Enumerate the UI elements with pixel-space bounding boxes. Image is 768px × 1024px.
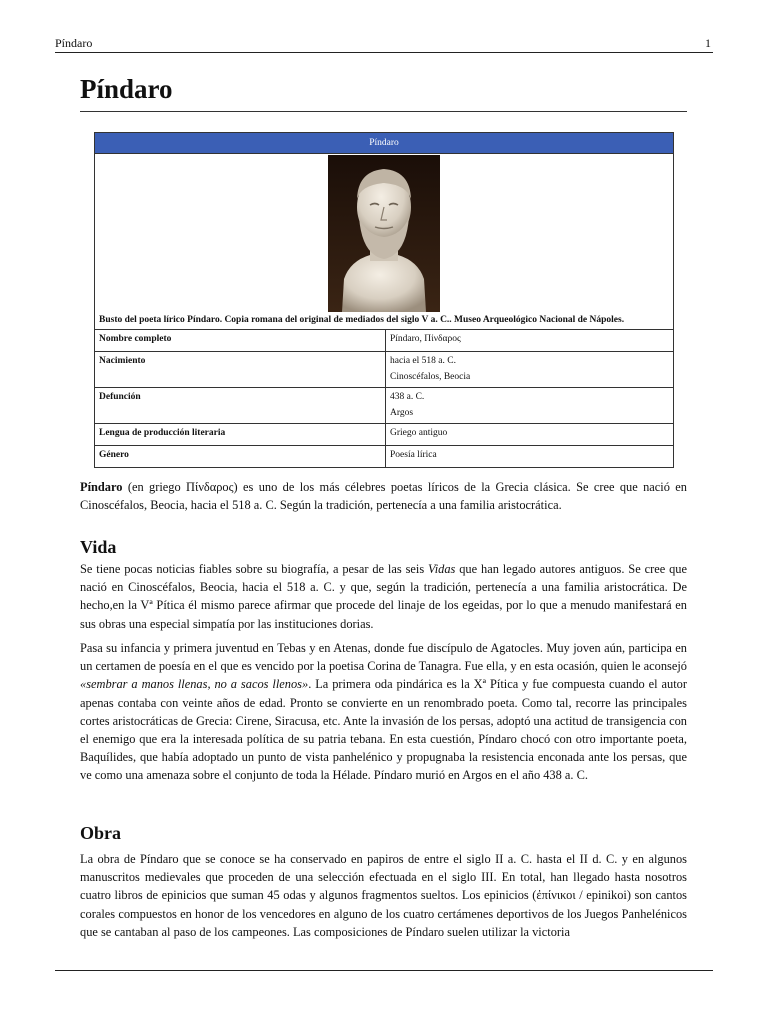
infobox-label: Nombre completo <box>95 330 386 352</box>
footer-rule <box>55 970 713 971</box>
infobox-label: Lengua de producción literaria <box>95 424 386 446</box>
marble-bust-portrait <box>328 155 440 312</box>
vida-p1-italic: Vidas <box>428 562 456 576</box>
infobox-value: Poesía lírica <box>386 446 674 468</box>
infobox-row <box>95 446 674 468</box>
infobox <box>94 132 674 468</box>
vida-p1-text-cont: que han legado autores antiguos. Se cree que nació en Cinoscéfalos, Beocia, hacia el 518 a. C. y que, según la tradición, pertenecía a una familia aristocrática. De hecho,en la Vª Pítica él mismo parece afirmar que procede del linaje de los egeidas, por lo que a menudo manifestará en sus obras una especial simpatía por las instituciones dorias. <box>80 562 687 631</box>
infobox-heading: Píndaro <box>95 133 674 154</box>
vida-p2-text: Pasa su infancia y primera juventud en Tebas y en Atenas, donde fue discípulo de Agatocles. Muy joven aún, participa en un certamen de poesía en el que es vencido por la poetisa Corina de Tanagra. Fue ella, y en esta ocasión, quien le aconsejó <box>80 641 687 674</box>
running-head-title: Píndaro <box>55 36 93 50</box>
infobox-value: Píndaro, Πίνδαρος <box>386 330 674 352</box>
infobox-value <box>386 388 674 424</box>
death-place: Argos <box>390 408 414 418</box>
obra-paragraph-1: La obra de Píndaro que se conoce se ha conservado en papiros de entre el siglo II a. C. hasta el II d. C. y en algunos manuscritos medievales que proceden de una selección efectuada en el siglo III. En total, han llegado hasta nosotros cuatro libros de epinicios que suman 45 odas y algunos fragmentos sueltos. Los epinicios (ἐπίνικοι / epinikoi) son cantos corales compuestos en honor de los vencedores en alguno de los cuatro certámenes deportivos de los Juegos Panhelénicos que se cantaban al paso de los campeones. Las composiciones de Píndaro suelen utilizar la victoria <box>80 852 687 939</box>
infobox-row <box>95 352 674 388</box>
death-date: 438 a. C. <box>390 392 425 402</box>
birth-place: Cinoscéfalos, Beocia <box>390 372 471 382</box>
running-head <box>55 34 713 53</box>
vida-p2-italic: «sembrar a manos llenas, no a sacos llenos» <box>80 677 309 692</box>
birth-date: hacia el 518 a. C. <box>390 356 456 366</box>
section-heading-vida: Vida <box>80 537 117 557</box>
infobox-image-cell <box>95 154 674 313</box>
intro-text: (en griego Πίνδαρος) es uno de los más célebres poetas líricos de la Grecia clásica. Se cree que nació en Cinoscéfalos, Beocia, hacia el 518 a. C. Según la tradición, pertenecía a una familia aristocrática. <box>80 480 687 513</box>
vida-paragraph-1 <box>80 560 687 633</box>
vida-p1-text: Se tiene pocas noticias fiables sobre su biografía, a pesar de las seis <box>80 562 429 576</box>
infobox-caption: Busto del poeta lírico Píndaro. Copia romana del original de mediados del siglo V a. C.. Museo Arqueológico Nacional de Nápoles. <box>95 312 674 330</box>
infobox-row <box>95 388 674 424</box>
infobox-row <box>95 424 674 446</box>
intro-paragraph <box>80 478 687 514</box>
infobox-label: Defunción <box>95 388 386 424</box>
infobox-value: Griego antiguo <box>386 424 674 446</box>
infobox-label: Género <box>95 446 386 468</box>
section-heading-obra: Obra <box>80 823 122 843</box>
infobox-label: Nacimiento <box>95 352 386 388</box>
page-title: Píndaro <box>80 74 173 104</box>
infobox-row <box>95 330 674 352</box>
page-number: 1 <box>705 36 711 50</box>
title-rule <box>80 111 687 112</box>
vida-paragraph-2 <box>80 639 687 785</box>
intro-bold-name: Píndaro <box>80 480 123 494</box>
infobox-value <box>386 352 674 388</box>
vida-p2-text-cont: . La primera oda pindárica es la Xª Pítica y fue compuesta cuando el autor apenas contaba con veinte años de edad. Pronto se convierte en un renombrado poeta. Como tal, recorre las principales cortes aristocráticas de Grecia: Cirene, Siracusa, etc. Ante la invasión de los persas, adoptó una actitud de transigencia con el enemigo que era la interesada política de su patria tebana. En esta cuestión, Píndaro chocó con otro importante poeta, Baquílides, que había adoptado un punto de vista panhelénico y propugnaba la resistencia enconada ante los persas, que ve como una amenaza sobre el conjunto de toda la Hélade. Píndaro murió en Argos en el año 438 a. C. <box>80 677 687 783</box>
